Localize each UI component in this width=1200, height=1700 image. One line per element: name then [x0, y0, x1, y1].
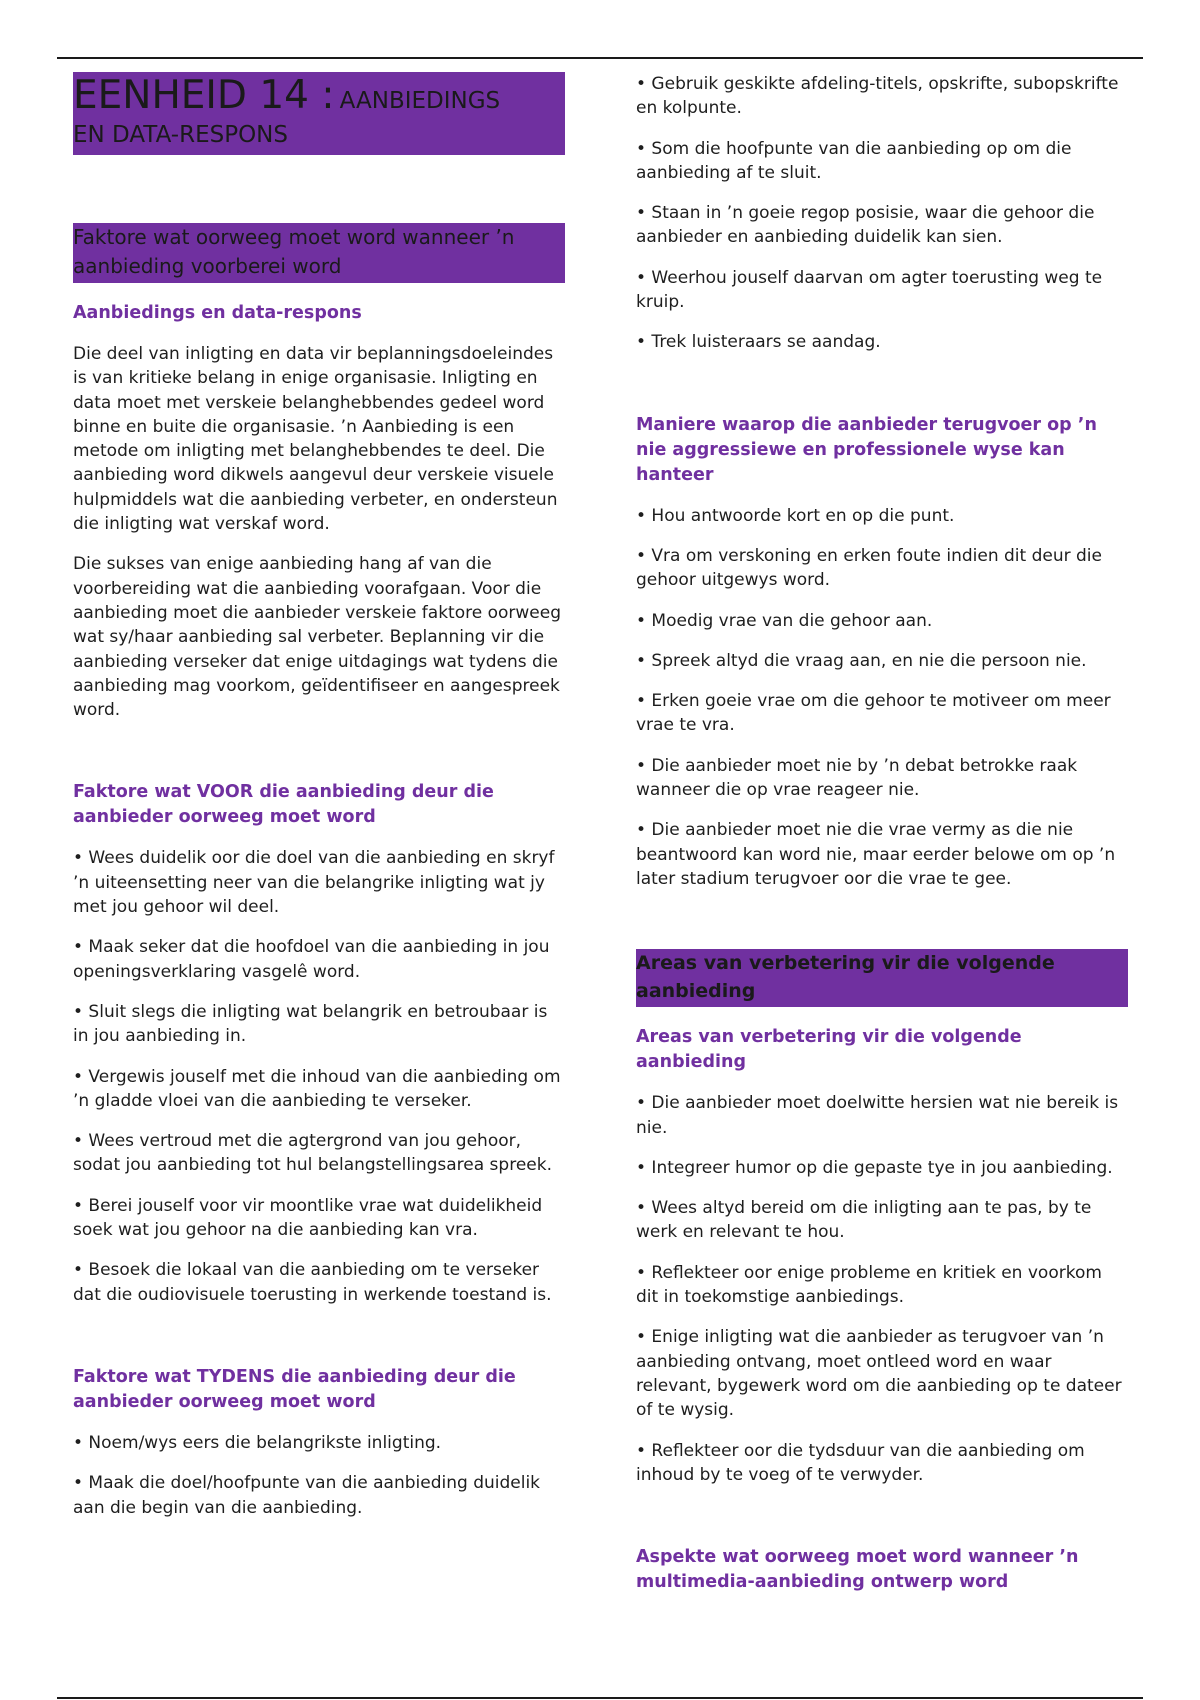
list-item: • Reflekteer oor enige probleme en kritiek en voorkom dit in toekomstige aanbiedings.: [636, 1262, 1102, 1308]
title-banner: [73, 72, 565, 155]
subheading-improvement: Areas van verbetering vir die volgende aanbieding: [636, 1027, 1022, 1073]
list-item: • Vra om verskoning en erken foute indien dit deur die gehoor uitgewys word.: [636, 545, 1102, 591]
list-item: • Integreer humor op die gepaste tye in jou aanbieding.: [636, 1157, 1113, 1178]
list-item: • Die aanbieder moet nie by ’n debat betrokke raak wanneer die op vrae reageer nie.: [636, 755, 1078, 801]
list-item: • Die aanbieder moet doelwitte hersien wat nie bereik is nie.: [636, 1093, 1119, 1138]
page-title-sub-2: EN DATA-RESPONS: [73, 122, 288, 148]
subheading-before: Faktore wat VOOR die aanbieding deur die aanbieder oorweeg moet word: [73, 782, 494, 828]
list-item: • Hou antwoorde kort en op die punt.: [636, 505, 955, 526]
list-item: • Berei jouself voor vir moontlike vrae wat duidelikheid soek wat jou gehoor na die aanbieding kan vra.: [73, 1195, 543, 1241]
list-item: • Trek luisteraars se aandag.: [636, 332, 881, 353]
left-column: [73, 72, 565, 1536]
list-item: • Wees vertroud met die agtergrond van jou gehoor, sodat jou aanbieding tot hul belangstellingsarea spreek.: [73, 1131, 552, 1176]
list-item: • Maak seker dat die hoofdoel van die aanbieding in jou openingsverklaring vasgelê word.: [73, 937, 550, 982]
list-item: • Besoek die lokaal van die aanbieding om te verseker dat die oudiovisuele toerusting in werkende toestand is.: [73, 1260, 552, 1305]
list-item: • Spreek altyd die vraag aan, en nie die persoon nie.: [636, 650, 1087, 671]
list-item: • Som die hoofpunte van die aanbieding op om die aanbieding af te sluit.: [636, 138, 1072, 183]
list-item: • Staan in ’n goeie regop posisie, waar die gehoor die aanbieder en aanbieding duidelik kan sien.: [636, 203, 1095, 248]
list-item: • Enige inligting wat die aanbieder as terugvoer van ’n aanbieding ontvang, moet ontleed word en waar relevant, bygewerk word om die aanbieding op te dateer of te wysig.: [636, 1327, 1122, 1421]
list-item: • Weerhou jouself daarvan om agter toerusting weg te kruip.: [636, 267, 1103, 313]
subheading-multimedia: Aspekte wat oorweeg moet word wanneer ’n multimedia-aanbieding ontwerp word: [636, 1547, 1079, 1593]
paragraph-intro-2: Die sukses van enige aanbieding hang af van die voorbereiding wat die aanbieding voorafgaan. Voor die aanbieding moet die aanbieder verskeie faktore oorweeg wat sy/haar aanbieding sal verbeter. Beplanning vir die aanbieding verseker dat enige uitdagings wat tydens die aanbieding mag voorkom, geïdentifiseer en aangespreek word.: [73, 554, 562, 721]
bottom-rule: [57, 1697, 1143, 1699]
list-item: • Die aanbieder moet nie die vrae vermy as die nie beantwoord kan word nie, maar eerder belowe om op ’n later stadium terugvoer oor die vrae te gee.: [636, 820, 1116, 889]
list-item: • Moedig vrae van die gehoor aan.: [636, 610, 933, 631]
right-column: [636, 72, 1128, 1611]
subheading-presentations: Aanbiedings en data-respons: [73, 303, 362, 323]
paragraph-intro-1: Die deel van inligting en data vir beplanningsdoeleindes is van kritieke belang in enige organisasie. Inligting en data moet met verskeie belanghebbendes gedeel word binne en buite die organisasie. ’n Aanbieding is een metode om inligting met belanghebbendes te deel. Die aanbieding word dikwels aangevul deur verskeie visuele hulpmiddels wat die aanbieding verbeter, en ondersteun die inligting wat verskaf word.: [73, 344, 558, 535]
list-item: • Gebruik geskikte afdeling-titels, opskrifte, subopskrifte en kolpunte.: [636, 74, 1119, 119]
page-title-sub-1: AANBIEDINGS: [339, 88, 501, 114]
section-banner-improvement: Areas van verbetering vir die volgende aanbieding: [636, 949, 1128, 1007]
top-rule: [57, 57, 1143, 59]
list-item: • Wees altyd bereid om die inligting aan te pas, by te werk en relevant te hou.: [636, 1198, 1092, 1243]
list-item: • Noem/wys eers die belangrikste inligting.: [73, 1432, 442, 1453]
list-item: • Vergewis jouself met die inhoud van die aanbieding om ’n gladde vloei van die aanbieding te verseker.: [73, 1066, 561, 1111]
list-item: • Reflekteer oor die tydsduur van die aanbieding om inhoud by te voeg of te verwyder.: [636, 1440, 1085, 1485]
subheading-during: Faktore wat TYDENS die aanbieding deur die aanbieder oorweeg moet word: [73, 1366, 516, 1412]
section-banner-preparation: Faktore wat oorweeg moet word wanneer ’n aanbieding voorberei word: [73, 223, 565, 283]
subheading-feedback: Maniere waarop die aanbieder terugvoer op ’n nie aggressiewe en professionele wyse kan hanteer: [636, 414, 1097, 485]
list-item: • Sluit slegs die inligting wat belangrik en betroubaar is in jou aanbieding in.: [73, 1001, 548, 1047]
page-title: EENHEID 14 :: [73, 73, 335, 118]
list-item: • Erken goeie vrae om die gehoor te motiveer om meer vrae te vra.: [636, 691, 1111, 736]
list-item: • Maak die doel/hoofpunte van die aanbieding duidelik aan die begin van die aanbieding.: [73, 1473, 541, 1518]
list-item: • Wees duidelik oor die doel van die aanbieding en skryf ’n uiteensetting neer van die belangrike inligting wat jy met jou gehoor wil deel.: [73, 848, 555, 918]
